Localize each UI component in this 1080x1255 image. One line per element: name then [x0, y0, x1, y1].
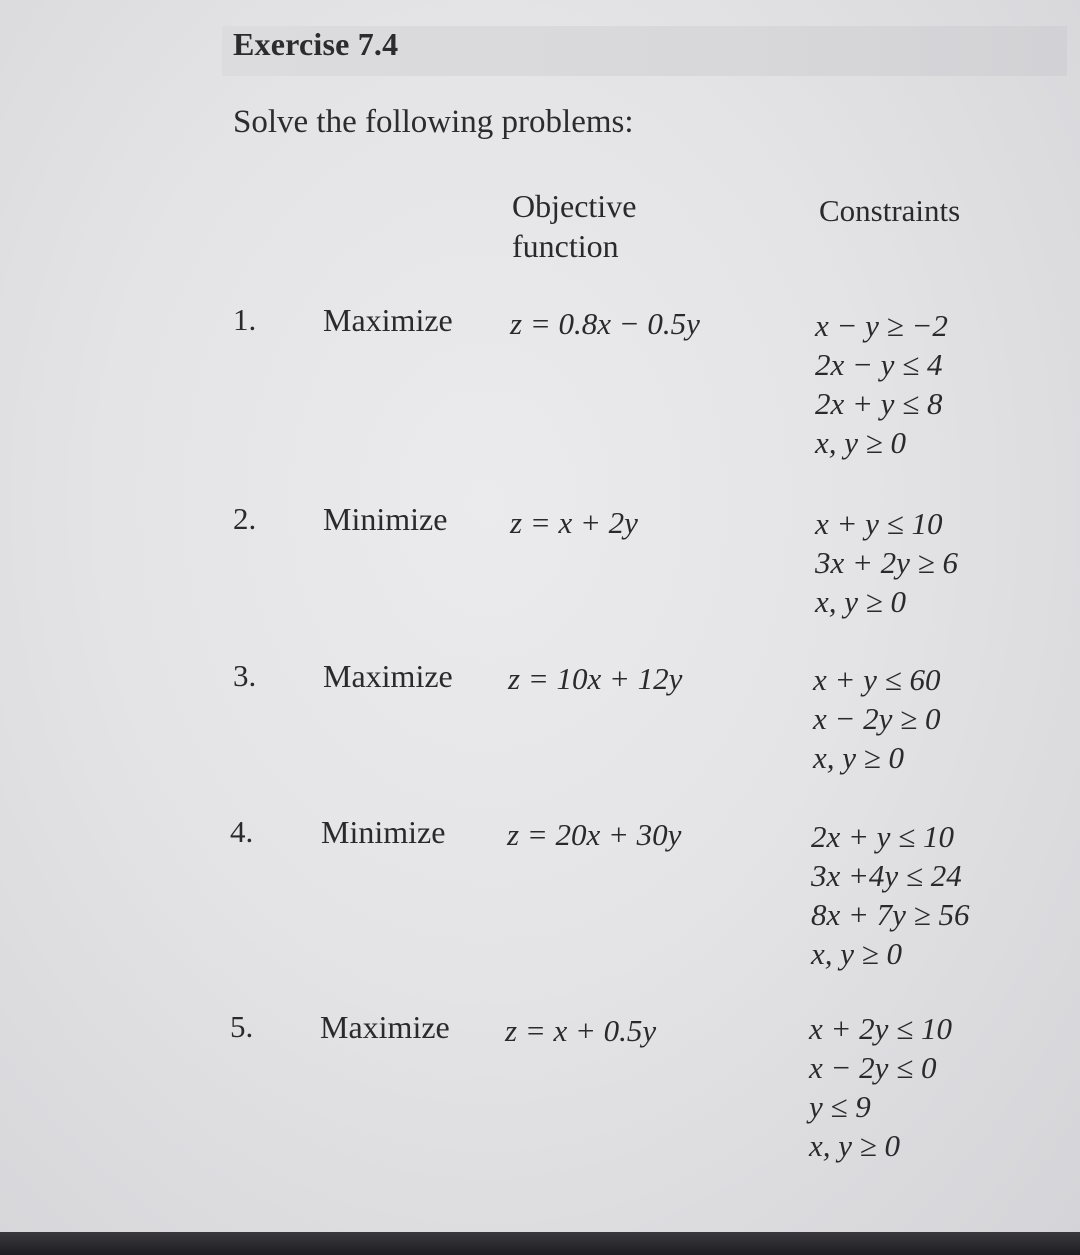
problem-action: Minimize [321, 814, 446, 850]
constraints-header: Constraints [819, 193, 961, 228]
objective-function: z = x + 2y [510, 505, 638, 540]
problem-number: 3. [233, 658, 257, 693]
constraint-line: x, y ≥ 0 [815, 584, 907, 619]
constraints-list [813, 660, 940, 777]
constraint-line: 3x +4y ≤ 24 [811, 858, 962, 893]
problem-number: 4. [230, 814, 254, 849]
screen-bottom-bezel [0, 1232, 1080, 1255]
instruction-text: Solve the following problems: [233, 104, 634, 140]
constraint-line: x, y ≥ 0 [809, 1128, 901, 1163]
objective-function-header [512, 186, 692, 266]
constraint-line: x − 2y ≤ 0 [809, 1050, 937, 1085]
problem-action: Maximize [323, 658, 453, 694]
constraints-list [809, 1009, 952, 1165]
objective-function: z = 20x + 30y [507, 817, 682, 852]
objective-function: z = 0.8x − 0.5y [510, 306, 700, 341]
objective-function: z = 10x + 12y [508, 661, 683, 696]
problem-number: 1. [233, 302, 257, 337]
objective-function: z = x + 0.5y [505, 1013, 657, 1048]
problem-number: 5. [230, 1009, 254, 1044]
constraint-line: x, y ≥ 0 [811, 936, 903, 971]
constraints-list [815, 504, 958, 621]
constraint-line: x + y ≤ 60 [813, 662, 941, 697]
constraint-line: 2x − y ≤ 4 [815, 347, 943, 382]
constraint-line: x − 2y ≥ 0 [813, 701, 941, 736]
constraints-list [811, 817, 969, 973]
objective-header-line1: Objective [512, 188, 637, 224]
problem-action: Maximize [323, 302, 453, 338]
constraint-line: x − y ≥ −2 [815, 308, 948, 343]
constraint-line: 2x + y ≤ 10 [811, 819, 954, 854]
constraints-list [815, 306, 948, 462]
problem-action: Maximize [320, 1009, 450, 1045]
problem-action: Minimize [323, 501, 448, 537]
problem-number: 2. [233, 501, 257, 536]
constraint-line: x + y ≤ 10 [815, 506, 943, 541]
exercise-title: Exercise 7.4 [233, 26, 399, 62]
constraint-line: 2x + y ≤ 8 [815, 386, 943, 421]
constraint-line: y ≤ 9 [809, 1089, 871, 1124]
constraint-line: 8x + 7y ≥ 56 [811, 897, 970, 932]
constraint-line: x, y ≥ 0 [813, 740, 905, 775]
constraint-line: 3x + 2y ≥ 6 [815, 545, 958, 580]
constraint-line: x + 2y ≤ 10 [809, 1011, 952, 1046]
objective-header-line2: function [512, 228, 619, 264]
constraint-line: x, y ≥ 0 [815, 425, 907, 460]
